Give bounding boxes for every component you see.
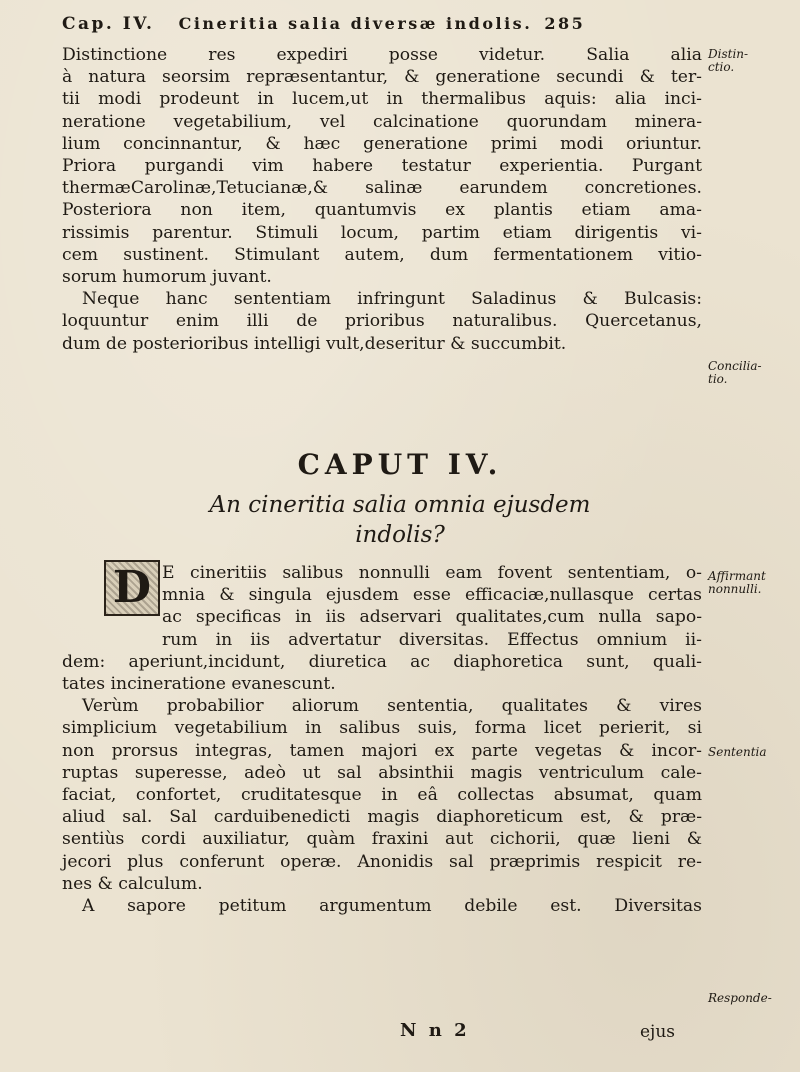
text-line: ruptas superesse, adeò ut sal absinthii magis ventriculum cale-: [62, 762, 702, 783]
catchword: ejus: [640, 1022, 676, 1042]
text-line: à natura seorsim repræsentantur, & generatione secundi & ter-: [62, 67, 702, 88]
page-number: 285: [544, 14, 586, 33]
text-line: faciat, confortet, cruditatesque in eâ collectas absumat, quam: [62, 785, 702, 806]
margin-note-conciliatio: Concilia- tio.: [708, 359, 762, 386]
text-line: ac specificas in iis adservari qualitates,cum nulla sapo-: [162, 607, 702, 628]
initial-letter: D: [112, 562, 152, 613]
margin-note-distinctio: Distin- ctio.: [708, 47, 749, 74]
chapter-subtitle-line-2: indolis?: [355, 522, 445, 548]
text-line: sorum humorum juvant.: [62, 267, 272, 288]
text-line: Verùm probabilior aliorum sententia, qualitates & vires: [82, 696, 702, 717]
running-head: [62, 14, 782, 34]
text-line: dum de posterioribus intelligi vult,deseritur & succumbit.: [62, 333, 567, 354]
margin-note-affirmant: Affirmant nonnulli.: [708, 569, 766, 596]
text-line: aliud sal. Sal carduibenedicti magis diaphoreticum est, & præ-: [62, 807, 702, 828]
text-line: A sapore petitum argumentum debile est. Diversitas: [82, 896, 702, 917]
margin-note-responde: Responde-: [708, 991, 772, 1005]
text-line: rum in iis advertatur diversitas. Effectus omnium ii-: [162, 629, 702, 650]
chapter-heading: CAPUT IV.: [297, 448, 503, 481]
text-line: E cineritiis salibus nonnulli eam fovent sententiam, o-: [162, 563, 702, 583]
text-line: Posteriora non item, quantumvis ex plantis etiam ama-: [62, 200, 702, 221]
text-line: cem sustinent. Stimulant autem, dum fermentationem vitio-: [62, 244, 702, 265]
text-line: loquuntur enim illi de prioribus naturalibus. Quercetanus,: [62, 311, 702, 332]
text-line: non prorsus integras, tamen majori ex parte vegetas & incor-: [62, 740, 702, 761]
text-line: jecori plus conferunt operæ. Anonidis sal præprimis respicit re-: [62, 851, 702, 872]
text-line: lium concinnantur, & hæc generatione primi modi oriuntur.: [62, 133, 702, 154]
text-line: simplicium vegetabilium in salibus suis, forma licet perierit, si: [62, 718, 702, 739]
text-line: tates incineratione evanescunt.: [62, 674, 336, 695]
chapter-subtitle-line-1: An cineritia salia omnia ejusdem: [209, 492, 591, 518]
text-line: thermæCarolinæ,Tetucianæ,& salinæ earundem concretiones.: [62, 178, 702, 199]
paragraph-1: [62, 44, 702, 355]
text-line: mnia & singula ejusdem esse efficaciæ,nullasque certas: [162, 585, 702, 606]
text-line: sentiùs cordi auxiliatur, quàm fraxini aut cichorii, quæ lieni &: [62, 829, 702, 850]
paragraph-2: [62, 562, 702, 917]
text-line: tii modi prodeunt in lucem,ut in thermalibus aquis: alia inci-: [62, 89, 702, 110]
text-line: rissimis parentur. Stimuli locum, partim etiam dirigentis vi-: [62, 222, 702, 243]
running-head-title: Cineritia salia diversæ indolis.: [178, 14, 533, 33]
signature-mark: N n 2: [400, 1020, 470, 1041]
text-line: neratione vegetabilium, vel calcinatione quorundam minera-: [62, 111, 702, 132]
text-line: Neque hanc sententiam infringunt Saladinus & Bulcasis:: [82, 289, 702, 310]
text-line: nes & calculum.: [62, 873, 203, 894]
running-head-chapter: Cap. IV.: [62, 14, 155, 34]
text-line: dem: aperiunt,incidunt, diuretica ac diaphoretica sunt, quali-: [62, 651, 702, 672]
text-line: Priora purgandi vim habere testatur experientia. Purgant: [62, 156, 702, 177]
margin-note-sententia: Sententia: [708, 745, 767, 759]
text-line: Distinctione res expediri posse videtur. Salia alia: [62, 45, 702, 65]
